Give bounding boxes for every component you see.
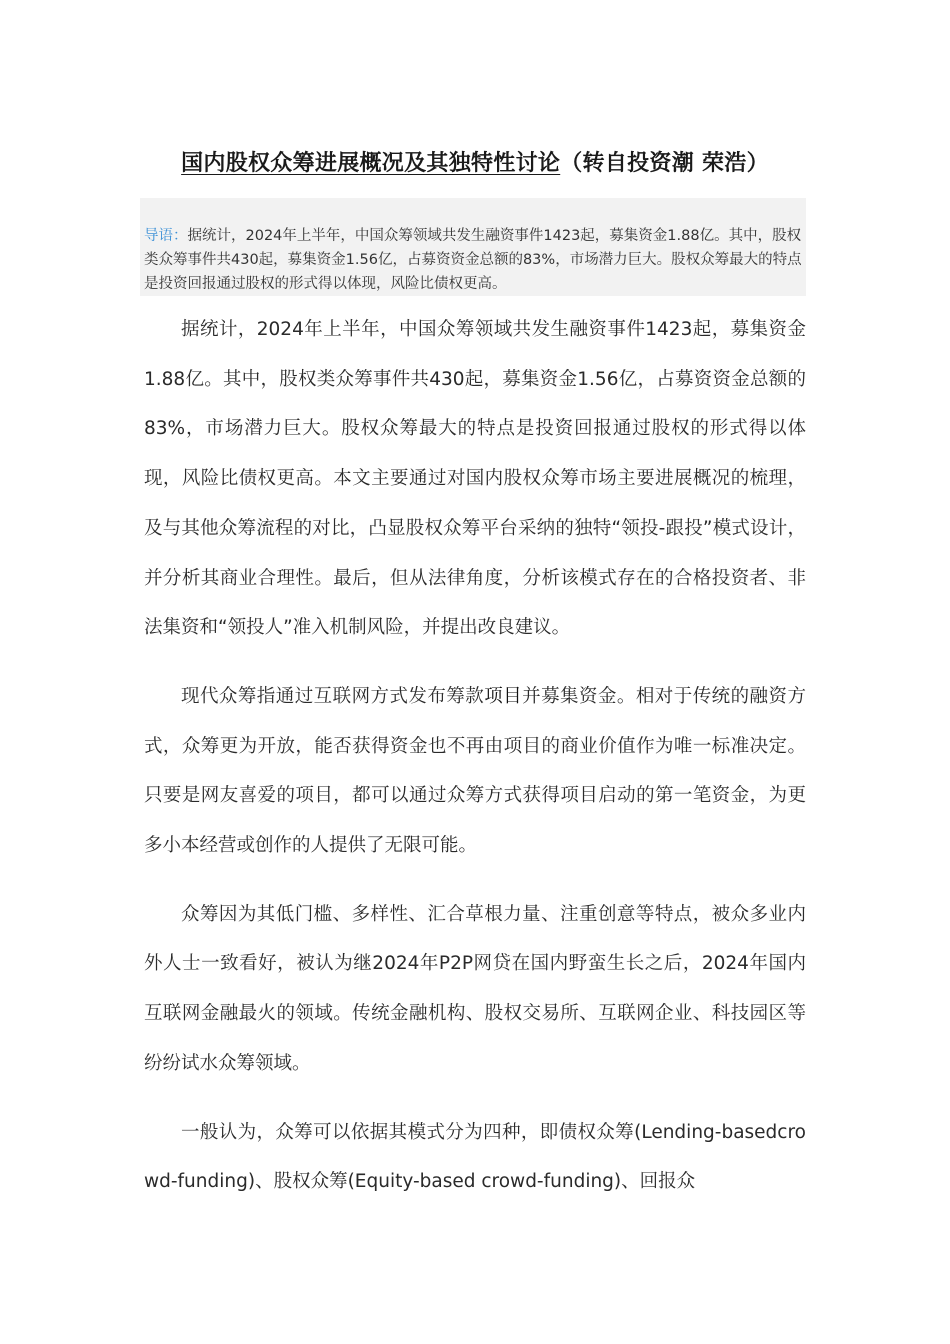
document-title-main: 国内股权众筹进展概况及其独特性讨论: [181, 151, 561, 176]
paragraph-modern-crowdfunding: [144, 672, 806, 871]
paragraph-popularity: 众筹因为其低门槛、多样性、汇合草根力量、注重创意等特点，被众多业内外人士一致看好，被认为继2024年P2P网贷在国内野蛮生长之后，2024年国内互联网金融最火的领域。传统金融机构、股权交易所、互联网企业、科技园区等纷纷试水众筹领域。: [144, 903, 806, 1074]
document-title-source: （转自投资潮 荣浩）: [560, 151, 769, 176]
document-title: [181, 146, 769, 177]
article-body: [144, 305, 806, 1207]
project-term-link[interactable]: 项目: [484, 685, 523, 707]
paragraph-statistics: 据统计，2024年上半年，中国众筹领域共发生融资事件1423起，募集资金1.88亿。其中，股权类众筹事件共430起，募集资金1.56亿，占募资资金总额的83%，市场潜力巨大。股权众筹最大的特点是投资回报通过股权的形式得以体现，风险比债权更高。本文主要通过对国内股权众筹市场主要进展概况的梳理，及与其他众筹流程的对比，凸显股权众筹平台采纳的独特“领投-跟投”模式设计，并分析其商业合理性。最后，但从法律角度，分析该模式存在的合格投资者、非法集资和“领投人”准入机制风险，并提出改良建议。: [144, 319, 806, 639]
intro-summary-box: [140, 198, 806, 296]
intro-label: 导语：: [144, 228, 188, 244]
title-block: [0, 146, 950, 177]
paragraph-modern-crowdfunding-end: 并募集资金。相对于传统的融资方式，众筹更为开放，能否获得资金也不再由项目的商业价值作为唯一标准决定。只要是网友喜爱的项目，都可以通过众筹方式获得项目启动的第一笔资金，为更多小本经营或创作的人提供了无限可能。: [144, 685, 806, 857]
intro-text: 据统计，2024年上半年，中国众筹领域共发生融资事件1423起，募集资金1.88亿。其中，股权类众筹事件共430起，募集资金1.56亿，占募资资金总额的83%，市场潜力巨大。股权众筹最大的特点是投资回报通过股权的形式得以体现，风险比债权更高。: [144, 228, 802, 292]
paragraph-models: 一般认为，众筹可以依据其模式分为四种，即债权众筹(Lending-basedcrowd-funding)、股权众筹(Equity-based crowd-funding)、回报众: [144, 1121, 806, 1193]
paragraph-modern-crowdfunding-start: 现代众筹指通过互联网方式发布筹款: [181, 685, 485, 707]
